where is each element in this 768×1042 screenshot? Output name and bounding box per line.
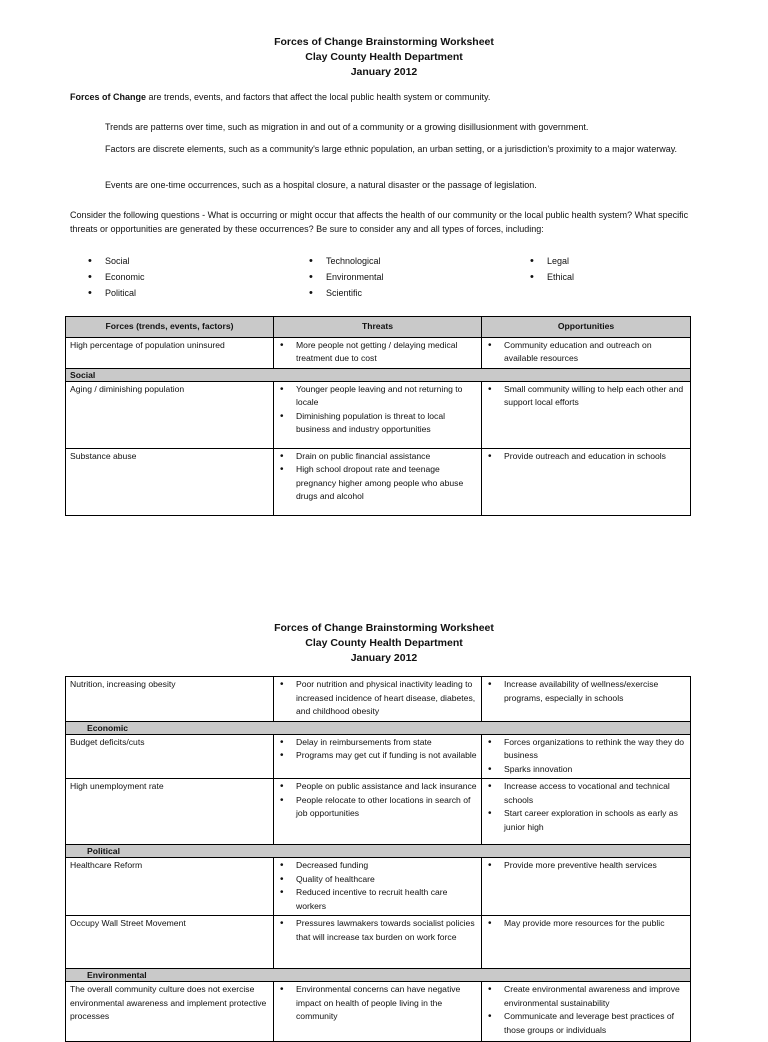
opportunity-item: • Communicate and leverage best practices of those groups or individuals (486, 1010, 686, 1037)
opportunities-cell (482, 677, 691, 722)
threats-cell (274, 381, 482, 448)
page2-header (0, 621, 768, 666)
force-type: • Ethical (530, 269, 574, 285)
opportunities-cell (482, 858, 691, 916)
force-cell: Healthcare Reform (66, 858, 274, 916)
category-label: Political (87, 846, 120, 856)
threat-item: • Decreased funding (278, 859, 477, 873)
threat-item: • Reduced incentive to recruit health care workers (278, 886, 477, 913)
table-row (66, 916, 691, 969)
opportunity-item: • May provide more resources for the public (486, 917, 686, 931)
opportunities-cell (482, 982, 691, 1042)
category-row-political (66, 845, 691, 858)
force-cell: Occupy Wall Street Movement (66, 916, 274, 969)
events-definition: Events are one-time occurrences, such as a hospital closure, a natural disaster or the passage of legislation. (105, 180, 537, 190)
intro-paragraph (70, 90, 710, 104)
threat-item: • Diminishing population is threat to local business and industry opportunities (278, 410, 477, 437)
threat-item: • People on public assistance and lack insurance (278, 780, 477, 794)
page2-date: January 2012 (350, 652, 418, 664)
threat-item: • High school dropout rate and teenage pregnancy higher among people who abuse drugs and alcohol (278, 463, 477, 504)
table-row (66, 858, 691, 916)
opportunities-cell (482, 916, 691, 969)
opportunities-cell (482, 779, 691, 845)
category-row-economic (66, 721, 691, 734)
opportunity-item: • Create environmental awareness and improve environmental sustainability (486, 983, 686, 1010)
opportunity-item: • Community education and outreach on available resources (486, 339, 686, 366)
threats-cell (274, 858, 482, 916)
forces-list-3 (530, 253, 574, 285)
force-type: • Economic (88, 269, 145, 285)
category-label: Social (66, 368, 691, 381)
threat-item: • Delay in reimbursements from state (278, 736, 477, 750)
opportunity-item: • Start career exploration in schools as early as junior high (486, 807, 686, 834)
threat-item: • Programs may get cut if funding is not available (278, 749, 477, 763)
threats-cell (274, 916, 482, 969)
page1-organization: Clay County Health Department (305, 51, 463, 63)
force-type: • Legal (530, 253, 574, 269)
opportunity-item: • Forces organizations to rethink the way they do business (486, 736, 686, 763)
opportunities-cell (482, 337, 691, 368)
threats-cell (274, 677, 482, 722)
opportunity-item: • Provide more preventive health services (486, 859, 686, 873)
forces-list-2 (309, 253, 384, 301)
intro-term: Forces of Change (70, 92, 147, 102)
intro-text: are trends, events, and factors that affect the local public health system or community. (146, 92, 491, 102)
table-row (66, 448, 691, 515)
threat-item: • Younger people leaving and not returning to locale (278, 383, 477, 410)
force-cell: The overall community culture does not exercise environmental awareness and implement protective processes (66, 982, 274, 1042)
category-label: Economic (87, 722, 129, 733)
table-row (66, 982, 691, 1042)
trends-definition: Trends are patterns over time, such as migration in and out of a community or a growing disillusionment with government. (105, 122, 589, 132)
force-type: • Environmental (309, 269, 384, 285)
table-row (66, 381, 691, 448)
category-row-social (66, 368, 691, 381)
page1-date: January 2012 (350, 66, 418, 78)
threats-cell (274, 448, 482, 515)
threat-item: • Quality of healthcare (278, 873, 477, 887)
opportunity-item: • Increase availability of wellness/exercise programs, especially in schools (486, 678, 686, 705)
threat-item: • Poor nutrition and physical inactivity leading to increased incidence of heart disease, diabetes, and childhood obesity (278, 678, 477, 719)
force-cell: Substance abuse (66, 448, 274, 515)
force-cell: Budget deficits/cuts (66, 734, 274, 779)
force-type: • Scientific (309, 285, 384, 301)
force-cell: Nutrition, increasing obesity (66, 677, 274, 722)
worksheet-table-page1 (65, 316, 691, 516)
header-forces: Forces (trends, events, factors) (66, 317, 274, 338)
force-cell: High unemployment rate (66, 779, 274, 845)
category-label: Environmental (87, 970, 147, 980)
opportunities-cell (482, 381, 691, 448)
opportunity-item: • Small community willing to help each other and support local efforts (486, 383, 686, 410)
threat-item: • Pressures lawmakers towards socialist policies that will increase tax burden on work force (278, 917, 477, 944)
table-row (66, 734, 691, 779)
page2-organization: Clay County Health Department (305, 637, 463, 649)
header-opportunities: Opportunities (482, 317, 691, 338)
opportunities-cell (482, 734, 691, 779)
table-header-row (66, 317, 691, 338)
table-row (66, 677, 691, 722)
table-row (66, 337, 691, 368)
worksheet-table-page2 (65, 676, 691, 1042)
opportunity-item: • Provide outreach and education in schools (486, 450, 686, 464)
opportunities-cell (482, 448, 691, 515)
threats-cell (274, 734, 482, 779)
page2-title: Forces of Change Brainstorming Worksheet (274, 622, 494, 634)
header-threats: Threats (274, 317, 482, 338)
force-cell: High percentage of population uninsured (66, 337, 274, 368)
page1-title: Forces of Change Brainstorming Worksheet (274, 36, 494, 48)
threats-cell (274, 982, 482, 1042)
page1-header (0, 35, 768, 80)
force-cell: Aging / diminishing population (66, 381, 274, 448)
consider-questions: Consider the following questions - What is occurring or might occur that affects the health of our community or the local public health system? What specific threats or opportunities are generated by these occurrences? Be sure to consider any and all types of forces, including: (70, 210, 689, 234)
force-type: • Technological (309, 253, 384, 269)
threats-cell (274, 779, 482, 845)
factors-definition: Factors are discrete elements, such as a community's large ethnic population, an urban setting, or a jurisdiction's proximity to a major waterway. (105, 144, 678, 154)
threat-item: • More people not getting / delaying medical treatment due to cost (278, 339, 477, 366)
opportunity-item: • Sparks innovation (486, 763, 686, 777)
force-type: • Social (88, 253, 145, 269)
threat-item: • Environmental concerns can have negative impact on health of people living in the community (278, 983, 477, 1024)
forces-list-1 (88, 253, 145, 301)
threat-item: • People relocate to other locations in search of job opportunities (278, 794, 477, 821)
threat-item: • Drain on public financial assistance (278, 450, 477, 464)
force-type: • Political (88, 285, 145, 301)
table-row (66, 779, 691, 845)
category-row-environmental (66, 969, 691, 982)
opportunity-item: • Increase access to vocational and technical schools (486, 780, 686, 807)
threats-cell (274, 337, 482, 368)
